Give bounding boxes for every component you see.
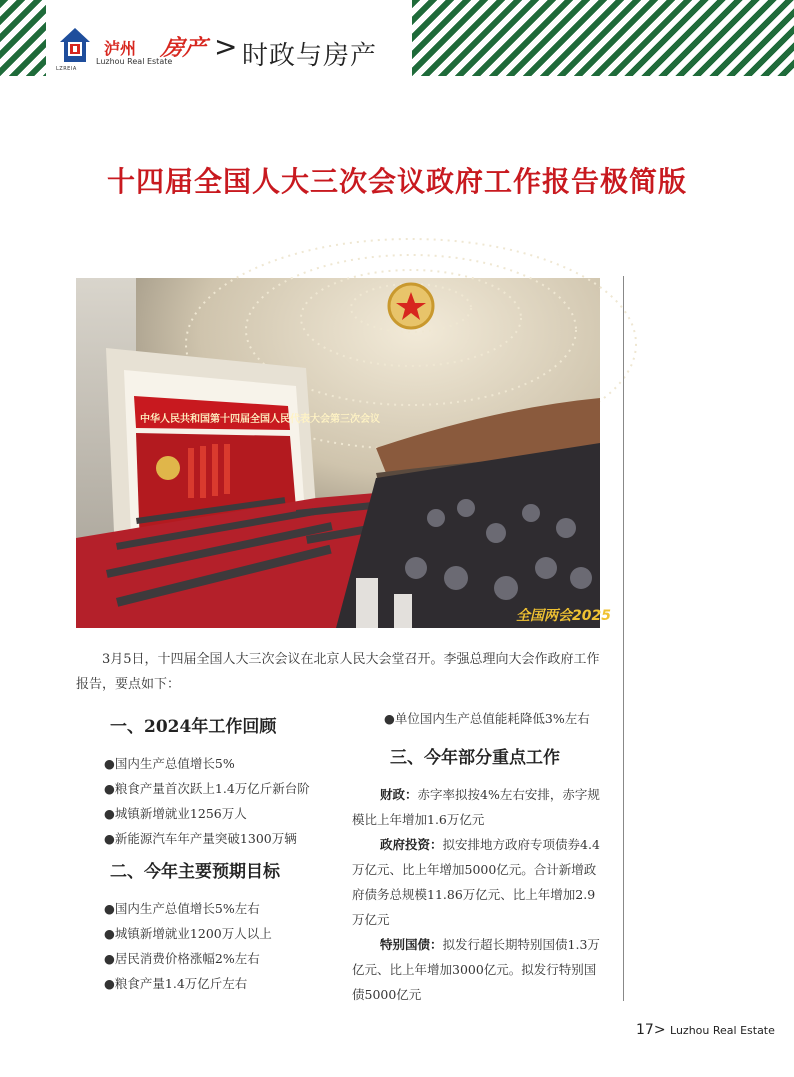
logo-text: LZREIA — [56, 66, 77, 72]
list-item: ●新能源汽车年产量突破1300万辆 — [104, 831, 297, 846]
brand-name-fangchan: 房产 — [159, 35, 209, 61]
list-item: ●国内生产总值增长5% — [104, 756, 235, 771]
photo-banner-text: 中华人民共和国第十四届全国人民代表大会第三次会议 — [140, 414, 380, 425]
section-1-heading: 一、2024年工作回顾 — [110, 717, 277, 737]
investment-paragraph: 政府投资：拟安排地方政府专项债券4.4万亿元、比上年增加5000亿元。合计新增政府债务总规模11.86万亿元、比上年增加2.9万亿元 — [352, 837, 600, 927]
assembly-hall-photo — [76, 278, 611, 628]
breadcrumb-arrow: > — [214, 30, 238, 63]
page-footer — [636, 1022, 775, 1038]
list-item: ●单位国内生产总值能耗降低3%左右 — [384, 711, 590, 726]
photo-watermark: 全国两会2025 — [516, 608, 611, 624]
list-item: ●粮食产量1.4万亿斤左右 — [104, 976, 248, 991]
intro-paragraph: 3月5日，十四届全国人大三次会议在北京人民大会堂召开。李强总理向大会作政府工作报告，要点如下： — [76, 652, 600, 692]
section-3-heading: 三、今年部分重点工作 — [390, 748, 560, 768]
house-logo-icon — [58, 26, 92, 66]
special-bonds-paragraph: 特别国债：拟发行超长期特别国债1.3万亿元、比上年增加3000亿元。拟发行特别国债5000亿元 — [352, 937, 600, 1002]
page-number: 17 — [636, 1022, 654, 1038]
header-stripes-right — [412, 0, 794, 76]
list-item: ●城镇新增就业1200万人以上 — [104, 926, 272, 941]
section-title: 时政与房产 — [242, 41, 378, 71]
brand-english: Luzhou Real Estate — [96, 57, 173, 66]
footer-arrow: > — [653, 1022, 666, 1038]
fiscal-paragraph: 财政：赤字率拟按4%左右安排，赤字规模比上年增加1.6万亿元 — [352, 787, 600, 827]
brand-name-luzhou: 泸州 — [104, 39, 137, 58]
column-divider — [623, 276, 624, 1001]
left-column — [76, 712, 344, 996]
header-stripes-left — [0, 0, 46, 76]
list-item: ●居民消费价格涨幅2%左右 — [104, 951, 260, 966]
list-item: ●粮食产量首次跃上1.4万亿斤新台阶 — [104, 781, 310, 796]
section-2-heading: 二、今年主要预期目标 — [110, 862, 280, 882]
list-item: ●国内生产总值增长5%左右 — [104, 901, 260, 916]
page-title: 十四届全国人大三次会议政府工作报告极简版 — [106, 165, 687, 198]
list-item: ●城镇新增就业1256万人 — [104, 806, 247, 821]
footer-brand: Luzhou Real Estate — [670, 1024, 775, 1037]
right-column — [352, 706, 607, 1007]
